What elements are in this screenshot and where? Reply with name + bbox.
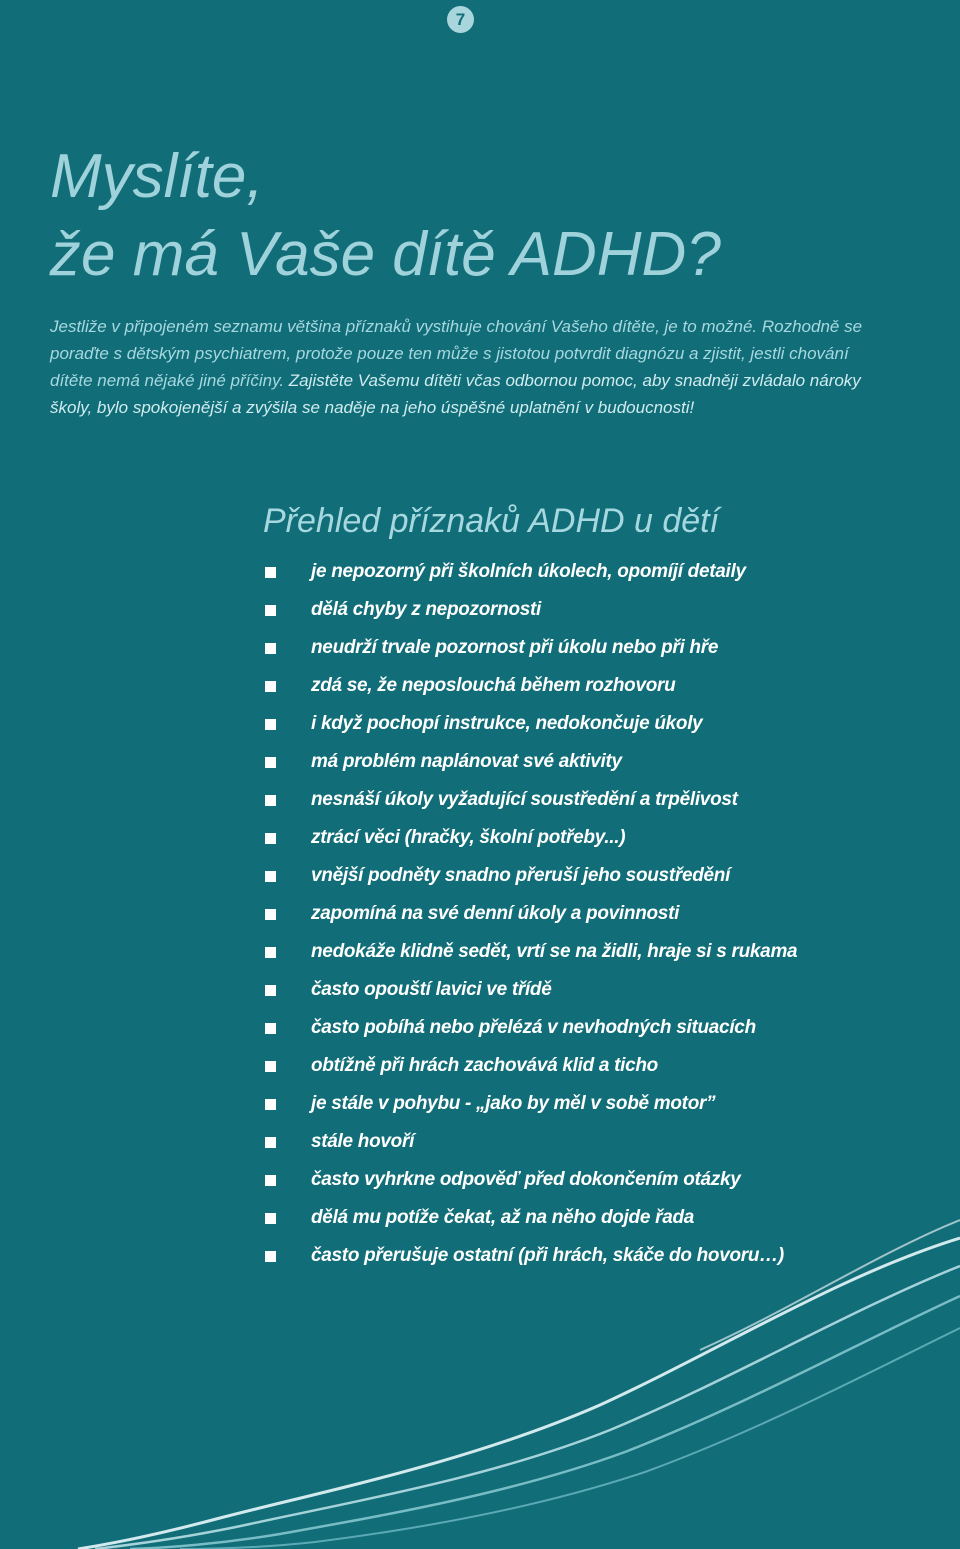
square-bullet-icon (265, 871, 276, 882)
symptom-text: zdá se, že neposlouchá během rozhovoru (311, 675, 676, 696)
symptom-text: obtížně při hrách zachovává klid a ticho (311, 1055, 658, 1076)
symptom-text: nesnáší úkoly vyžadující soustředění a trpělivost (311, 789, 738, 810)
symptom-text: často vyhrkne odpověď před dokončením otázky (311, 1169, 741, 1190)
square-bullet-icon (265, 1061, 276, 1072)
title-line-1: Myslíte, (50, 142, 264, 211)
symptom-overview (263, 497, 943, 1275)
symptom-item (263, 705, 943, 743)
intro-lead: Jestliže v připojeném seznamu většina příznaků vystihuje chování Vašeho dítěte, je to možné. Rozhodně se poraďte s dětským psychiatrem, protože pouze ten může s jistotou potvrdit diagnózu a zjistit, jestli chování dítěte nemá nějaké jiné příčiny. (50, 317, 863, 390)
symptom-text: často pobíhá nebo přelézá v nevhodných situacích (311, 1017, 756, 1038)
symptom-item (263, 819, 943, 857)
square-bullet-icon (265, 1137, 276, 1148)
symptom-text: stále hovoří (311, 1131, 415, 1152)
symptom-item (263, 1009, 943, 1047)
intro-rest: Zajistěte Vašemu dítěti včas odbornou pomoc, aby snadněji zvládalo nároky školy, bylo spokojenější a zvýšila se naděje na jeho úspěšné uplatnění v budoucnosti! (50, 371, 861, 417)
square-bullet-icon (265, 643, 276, 654)
symptom-text: zapomíná na své denní úkoly a povinnosti (311, 903, 680, 924)
symptom-item (263, 553, 943, 591)
symptom-text: ztrácí věci (hračky, školní potřeby...) (311, 827, 626, 848)
overview-heading: Přehled příznaků ADHD u dětí (263, 502, 720, 540)
symptom-item (263, 933, 943, 971)
square-bullet-icon (265, 605, 276, 616)
symptom-text: neudrží trvale pozornost při úkolu nebo při hře (311, 637, 719, 658)
intro-paragraph (50, 313, 886, 421)
symptom-text: dělá chyby z nepozornosti (311, 599, 542, 620)
square-bullet-icon (265, 909, 276, 920)
symptom-text: vnější podněty snadno přeruší jeho soustředění (311, 865, 731, 886)
decorative-wave (0, 1200, 960, 1549)
symptom-item (263, 667, 943, 705)
square-bullet-icon (265, 757, 276, 768)
square-bullet-icon (265, 719, 276, 730)
square-bullet-icon (265, 985, 276, 996)
symptom-text: často opouští lavici ve třídě (311, 979, 552, 1000)
symptom-text: nedokáže klidně sedět, vrtí se na židli, hraje si s rukama (311, 941, 798, 962)
symptom-item (263, 781, 943, 819)
square-bullet-icon (265, 795, 276, 806)
square-bullet-icon (265, 1175, 276, 1186)
symptom-item (263, 591, 943, 629)
square-bullet-icon (265, 947, 276, 958)
symptom-item (263, 1047, 943, 1085)
symptom-item (263, 743, 943, 781)
page-number-badge: 7 (447, 6, 474, 33)
symptom-list (263, 553, 943, 1275)
symptom-text: je stále v pohybu - „jako by měl v sobě motor” (311, 1093, 716, 1114)
page-title (50, 138, 721, 294)
symptom-item (263, 857, 943, 895)
symptom-item (263, 895, 943, 933)
square-bullet-icon (265, 567, 276, 578)
symptom-text: má problém naplánovat své aktivity (311, 751, 622, 772)
title-line-2: že má Vaše dítě ADHD? (50, 220, 721, 289)
symptom-text: dělá mu potíže čekat, až na něho dojde řada (311, 1207, 695, 1228)
square-bullet-icon (265, 833, 276, 844)
symptom-item (263, 971, 943, 1009)
square-bullet-icon (265, 1099, 276, 1110)
square-bullet-icon (265, 1023, 276, 1034)
square-bullet-icon (265, 681, 276, 692)
symptom-item (263, 1085, 943, 1123)
symptom-text: i když pochopí instrukce, nedokončuje úkoly (311, 713, 703, 734)
symptom-text: je nepozorný při školních úkolech, opomíjí detaily (311, 561, 746, 582)
symptom-item (263, 1123, 943, 1161)
symptom-text: často přerušuje ostatní (při hrách, skáče do hovoru…) (311, 1245, 784, 1266)
symptom-item (263, 629, 943, 667)
symptom-item (263, 1161, 943, 1199)
